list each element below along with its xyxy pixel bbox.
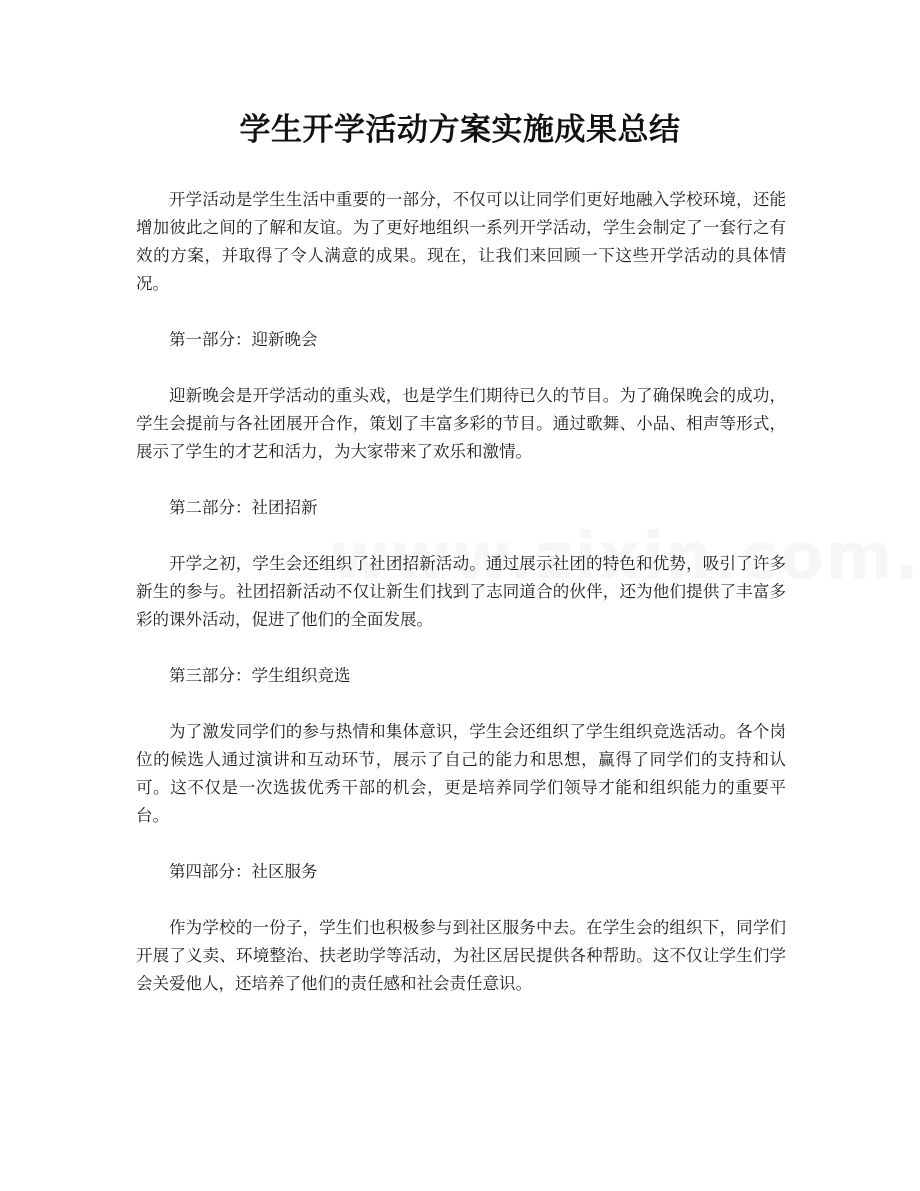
section-paragraph-2: 开学之初，学生会还组织了社团招新活动。通过展示社团的特色和优势，吸引了许多新生的参与。社团招新活动不仅让新生们找到了志同道合的伙伴，还为他们提供了丰富多彩的课外活动，促进了他们的全面发展。 xyxy=(136,554,786,629)
section-heading-1: 第一部分：迎新晚会 xyxy=(169,330,318,349)
section-heading-4: 第四部分：社区服务 xyxy=(169,862,318,881)
section-paragraph-3: 为了激发同学们的参与热情和集体意识，学生会还组织了学生组织竞选活动。各个岗位的候选人通过演讲和互动环节，展示了自己的能力和思想，赢得了同学们的支持和认可。这不仅是一次选拔优秀干部的机会，更是培养同学们领导才能和组织能力的重要平台。 xyxy=(136,722,786,825)
section-heading-3: 第三部分：学生组织竞选 xyxy=(169,666,351,685)
document-body xyxy=(136,186,786,1026)
intro-paragraph: 开学活动是学生生活中重要的一部分，不仅可以让同学们更好地融入学校环境，还能增加彼此之间的了解和友谊。为了更好地组织一系列开学活动，学生会制定了一套行之有效的方案，并取得了令人满意的成果。现在，让我们来回顾一下这些开学活动的具体情况。 xyxy=(136,190,786,293)
section-heading-2: 第二部分：社团招新 xyxy=(169,498,318,517)
section-paragraph-4: 作为学校的一份子，学生们也积极参与到社区服务中去。在学生会的组织下，同学们开展了义卖、环境整治、扶老助学等活动，为社区居民提供各种帮助。这不仅让学生们学会关爱他人，还培养了他们的责任感和社会责任意识。 xyxy=(136,918,786,993)
document-title: 学生开学活动方案实施成果总结 xyxy=(239,112,681,148)
section-paragraph-1: 迎新晚会是开学活动的重头戏，也是学生们期待已久的节目。为了确保晚会的成功，学生会提前与各社团展开合作，策划了丰富多彩的节目。通过歌舞、小品、相声等形式，展示了学生的才艺和活力，为大家带来了欢乐和激情。 xyxy=(136,386,786,461)
